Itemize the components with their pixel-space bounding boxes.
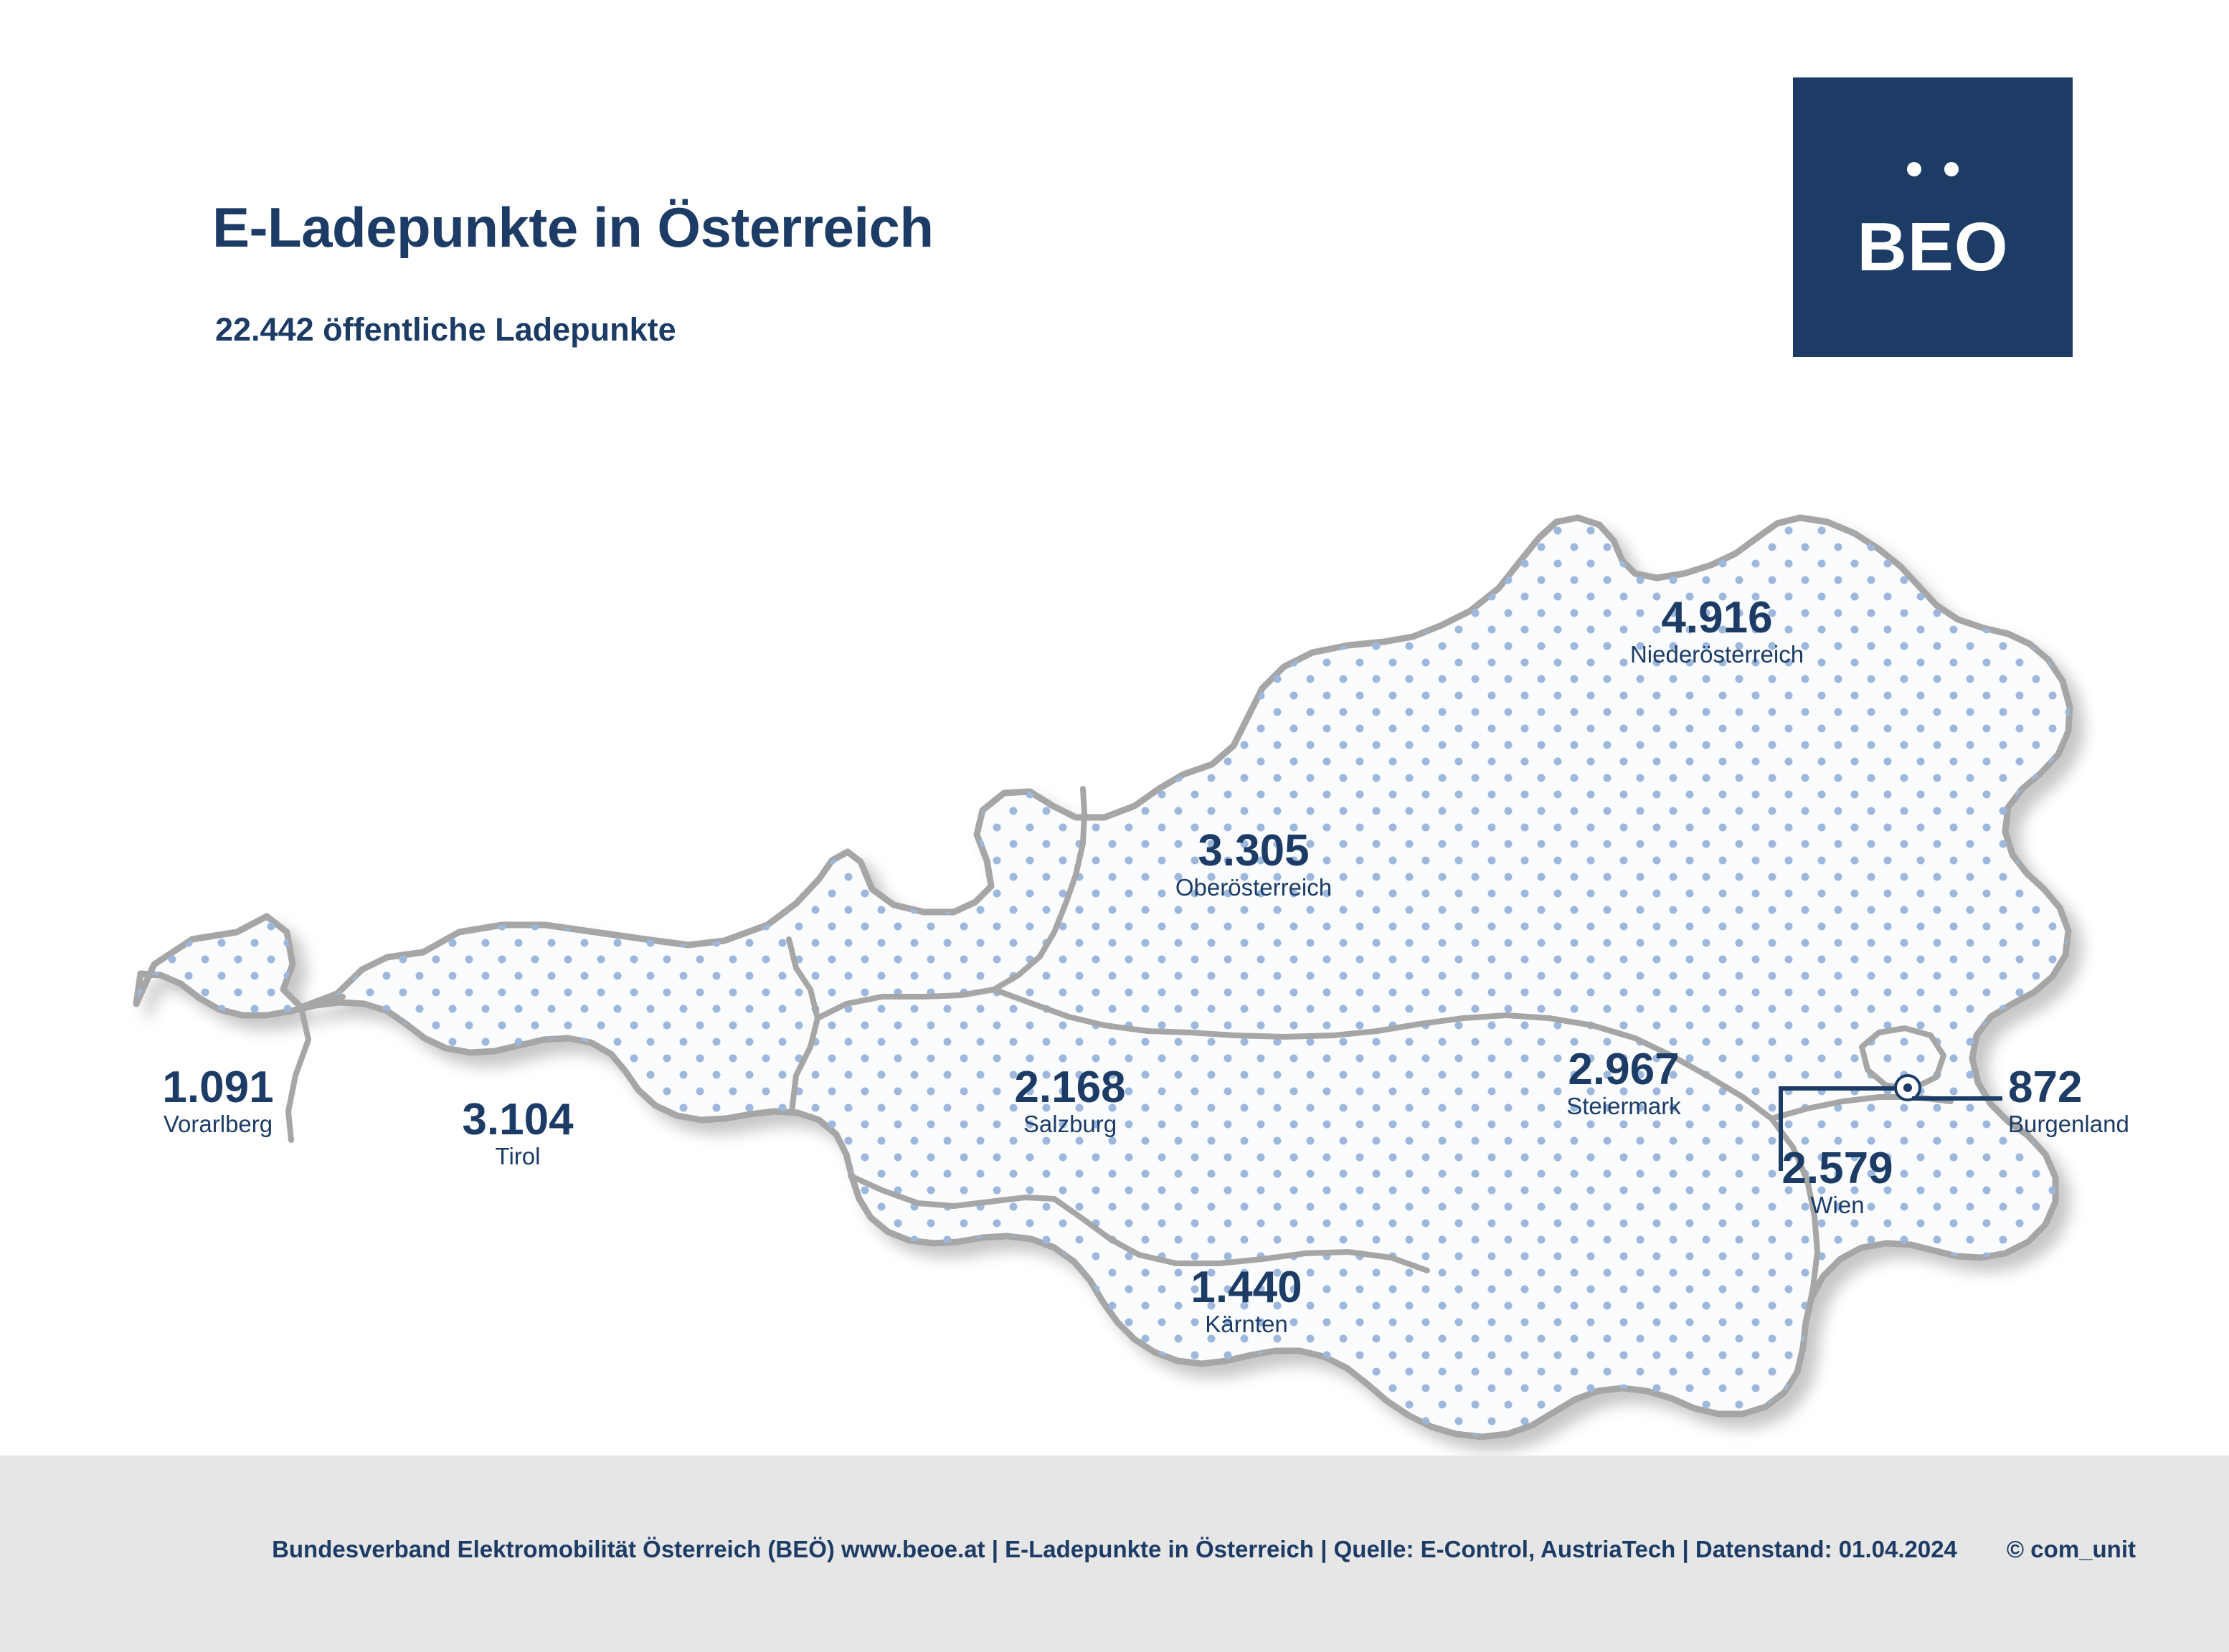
beo-logo (1793, 77, 2073, 357)
logo-umlaut-dots-icon (1793, 162, 2073, 180)
logo-dot-left (1907, 162, 1921, 176)
region-label-steiermark: 2.967 Steiermark (1566, 1045, 1681, 1120)
region-label-wien: 2.579 Wien (1781, 1144, 1893, 1219)
region-label-vorarlberg-left: 1.091 Vorarlberg (162, 1063, 274, 1138)
logo-text: BEO (1857, 209, 2009, 285)
region-label-salzburg: 2.168 Salzburg (1014, 1063, 1126, 1138)
footer-credit: © com_unit (2006, 1536, 2136, 1562)
page-title: E-Ladepunkte in Österreich (212, 196, 934, 259)
footer-source-text: Bundesverband Elektromobilität Österreich (BEÖ) www.beoe.at | E-Ladepunkte in Österreich | Quelle: E-Control, AustriaTech | Datenstand: 01.04.2024 (272, 1536, 1957, 1562)
logo-dot-right (1944, 162, 1959, 176)
region-label-oberoesterreich: 3.305 Oberösterreich (1175, 826, 1333, 901)
region-label-tirol: 3.104 Tirol (462, 1095, 574, 1170)
region-label-kaernten: 1.440 Kärnten (1191, 1263, 1302, 1338)
footer (0, 1456, 2229, 1652)
region-label-niederoesterreich: 4.916 Niederösterreich (1629, 593, 1804, 668)
austria-map (0, 359, 2229, 1456)
map-dot-texture (108, 488, 2116, 1456)
wien-leader-horizontal (1779, 1086, 1895, 1091)
region-label-burgenland: 872 Burgenland (2008, 1063, 2129, 1138)
burgenland-leader-line (1912, 1096, 2002, 1101)
page-subtitle: 22.442 öffentliche Ladepunkte (215, 311, 676, 348)
austria-map-svg (0, 359, 2229, 1456)
header (0, 0, 2229, 402)
